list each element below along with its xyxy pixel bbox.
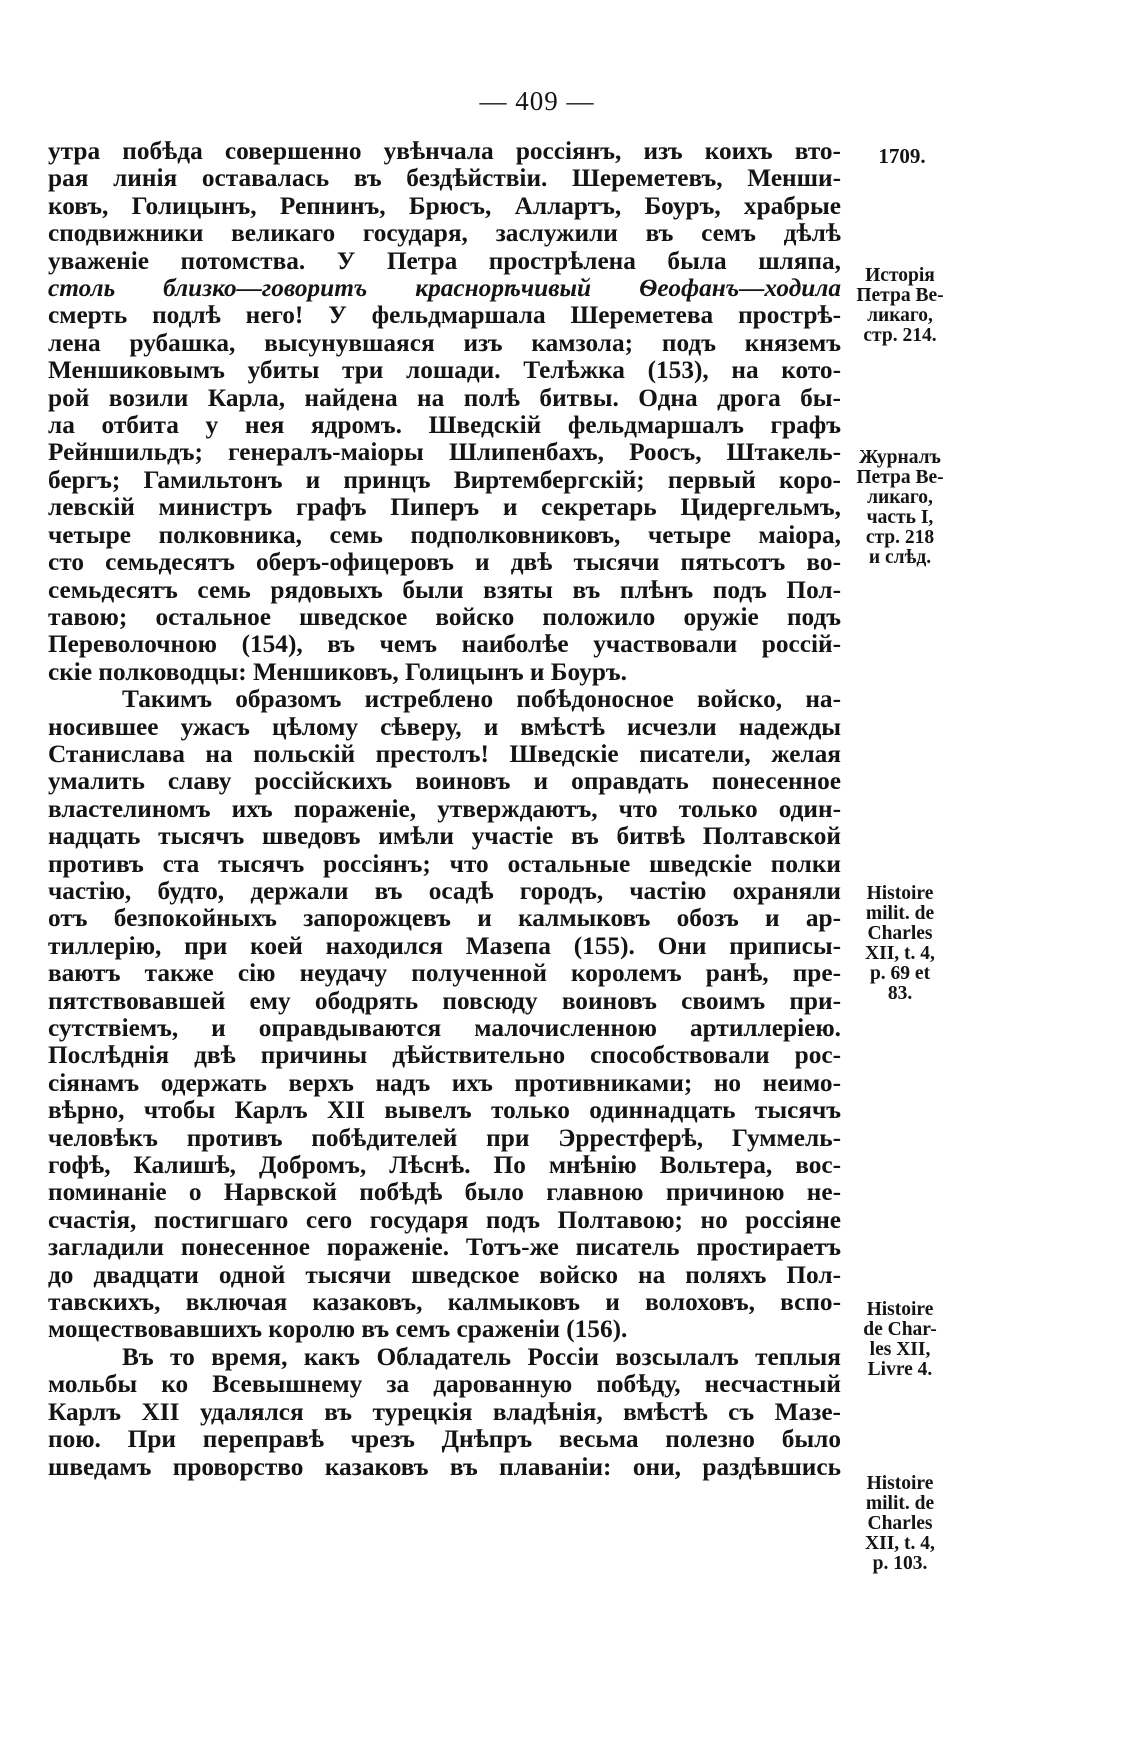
text-line: тиллерію, при коей находился Мазепа (155). Они приписы- (48, 931, 841, 960)
text-line: моществовавшихъ королю въ семъ сраженіи (156). (48, 1315, 628, 1344)
text-line: рая линія оставалась въ бездѣйствіи. Шереметевъ, Менши- (48, 164, 841, 193)
side-note-line: XII, t. 4, (865, 1533, 935, 1554)
side-note-line: Charles (867, 1513, 933, 1534)
text-line: уваженіе потомства. У Петра прострѣлена была шляпа, (48, 246, 841, 275)
text-line: Рейншильдъ; генералъ-маіоры Шлипенбахъ, Роосъ, Штакель- (48, 438, 841, 467)
paragraph-2 (48, 686, 841, 1344)
text-line: властелиномъ ихъ пораженіе, утверждаютъ, что только один- (48, 794, 841, 823)
side-note-4 (846, 1300, 954, 1380)
side-note-line: p. 69 et (869, 963, 931, 984)
text-line: левскій министръ графъ Пиперъ и секретарь Цидергельмъ, (48, 493, 841, 522)
side-note-line: Исторія (865, 265, 935, 286)
text-line: утра побѣда совершенно увѣнчала россіянъ, изъ коихъ вто- (48, 137, 841, 165)
side-note-line: Histoire (866, 883, 934, 904)
text-line: человѣкъ противъ побѣдителей при Эррестферѣ, Гуммель- (48, 1123, 841, 1152)
side-note-line: milit. de (865, 1493, 935, 1514)
text-line: гофѣ, Калишѣ, Добромъ, Лѣснѣ. По мнѣнію Вольтера, вос- (48, 1151, 841, 1180)
text-line: ваютъ также сію неудачу полученной королемъ ранѣ, пре- (48, 959, 841, 988)
text-line: ла отбита у нея ядромъ. Шведскій фельдмаршалъ графъ (48, 411, 841, 440)
text-line: пятствовавшей ему ободрять повсюду воиновъ своимъ при- (48, 986, 841, 1015)
text-line: Карлъ XII удалялся въ турецкія владѣнія, вмѣстѣ съ Мазе- (48, 1397, 841, 1426)
text-line: семьдесятъ семь рядовыхъ были взяты въ плѣнъ подъ Пол- (48, 575, 841, 604)
side-note-line: Петра Ве- (856, 285, 944, 306)
side-note-line: p. 103. (872, 1553, 928, 1574)
text-line: надцать тысячъ шведовъ имѣли участіе въ битвѣ Полтавской (48, 822, 841, 851)
text-line: четыре полковника, семь подполковниковъ, четыре маіора, (48, 520, 841, 549)
main-text (48, 138, 841, 1481)
side-note-line: de Char- (863, 1319, 937, 1340)
side-note-line: les XII, (869, 1339, 931, 1360)
side-note-line: стр. 214. (863, 325, 937, 346)
text-line: носившее ужасъ цѣлому сѣверу, и вмѣстѣ исчезли надежды (48, 712, 841, 741)
side-note-2 (846, 448, 954, 568)
text-line: Въ то время, какъ Обладатель Россіи возсылалъ теплыя (122, 1342, 841, 1371)
text-line: мольбы ко Всевышнему за дарованную побѣду, несчастный (48, 1370, 841, 1399)
text-line: поминаніе о Нарвской побѣдѣ было главною причиною не- (48, 1178, 841, 1207)
text-line: умалить славу россійскихъ воиновъ и оправдать понесенное (48, 767, 841, 796)
text-line: шведамъ проворство казаковъ въ плаваніи: они, раздѣвшись (48, 1452, 841, 1481)
text-line: сіянамъ одержать верхъ надъ ихъ противниками; но неимо- (48, 1068, 841, 1097)
side-note-line: ликаго, (867, 305, 933, 326)
side-note-line: milit. de (865, 903, 935, 924)
text-line: Послѣднія двѣ причины дѣйствительно способствовали рос- (48, 1041, 841, 1070)
side-note-line: Петра Ве- (856, 467, 944, 488)
paragraph-1 (48, 138, 841, 686)
text-line: столь близко—говоритъ краснорѣчивый Ѳеофанъ—ходила (48, 274, 841, 303)
side-note-line: стр. 218 (865, 527, 935, 548)
side-note-line: 83. (887, 983, 913, 1004)
text-line: загладили понесенное пораженіе. Тотъ-же писатель простираетъ (48, 1233, 841, 1262)
side-note-3 (846, 884, 954, 1004)
side-note-line: часть I, (866, 507, 934, 528)
side-note-line: ликаго, (867, 487, 933, 508)
side-note-5 (846, 1474, 954, 1574)
text-line: счастія, постигшаго сего государя подъ Полтавою; но россіяне (48, 1205, 841, 1234)
side-note-line: Histoire (866, 1473, 934, 1494)
side-note-line: Charles (867, 923, 933, 944)
text-line: сподвижники великаго государя, заслужили въ семъ дѣлѣ (48, 219, 841, 248)
text-line: лена рубашка, высунувшаяся изъ камзола; подъ княземъ (48, 328, 841, 357)
year-note: 1709. (878, 144, 926, 168)
side-note-line: и слѣд. (868, 547, 932, 568)
text-line: рой возили Карла, найдена на полѣ битвы. Одна дрога бы- (48, 383, 841, 412)
text-line: бергъ; Гамильтонъ и принцъ Виртембергскій; первый коро- (48, 465, 841, 494)
text-line: Станислава на польскій престолъ! Шведскіе писатели, желая (48, 739, 841, 768)
text-line: отъ безпокойныхъ запорожцевъ и калмыковъ обозъ и ар- (48, 904, 841, 933)
text-line: Переволочною (154), въ чемъ наиболѣе участвовали россій- (48, 630, 841, 659)
text-line: вѣрно, чтобы Карлъ XII вывелъ только одиннадцать тысячъ (48, 1096, 841, 1125)
text-line: противъ ста тысячъ россіянъ; что остальные шведскіе полки (48, 849, 841, 878)
text-line: частію, будто, держали въ осадѣ городъ, частію охраняли (48, 876, 841, 905)
side-note-1 (846, 266, 954, 346)
text-line: Такимъ образомъ истреблено побѣдоносное войско, на- (122, 685, 841, 714)
text-line: Меншиковымъ убиты три лошади. Телѣжка (153), на кото- (48, 356, 841, 385)
text-line: скіе полководцы: Меншиковъ, Голицынъ и Боуръ. (48, 657, 627, 686)
text-line: ковъ, Голицынъ, Репнинъ, Брюсъ, Аллартъ, Боуръ, храбрые (48, 191, 841, 220)
text-line: сто семьдесятъ оберъ-офицеровъ и двѣ тысячи пятьсотъ во- (48, 548, 841, 577)
page-number: — 409 — (479, 86, 595, 116)
side-note-line: Livre 4. (867, 1359, 933, 1380)
text-line: смерть подлѣ него! У фельдмаршала Шереметева прострѣ- (48, 301, 841, 330)
text-line: тавскихъ, включая казаковъ, калмыковъ и волоховъ, вспо- (48, 1288, 841, 1317)
text-line: сутствіемъ, и оправдываются малочисленною артиллеріею. (48, 1014, 841, 1042)
text-line: до двадцати одной тысячи шведское войско на поляхъ Пол- (48, 1260, 841, 1289)
text-line: тавою; остальное шведское войско положило оружіе подъ (48, 602, 841, 631)
side-note-line: Журналъ (859, 447, 941, 468)
side-note-line: Histoire (866, 1299, 934, 1320)
paragraph-3 (48, 1344, 841, 1481)
text-line: пою. При переправѣ чрезъ Днѣпръ весьма полезно было (48, 1425, 841, 1454)
side-note-line: XII, t. 4, (865, 943, 935, 964)
